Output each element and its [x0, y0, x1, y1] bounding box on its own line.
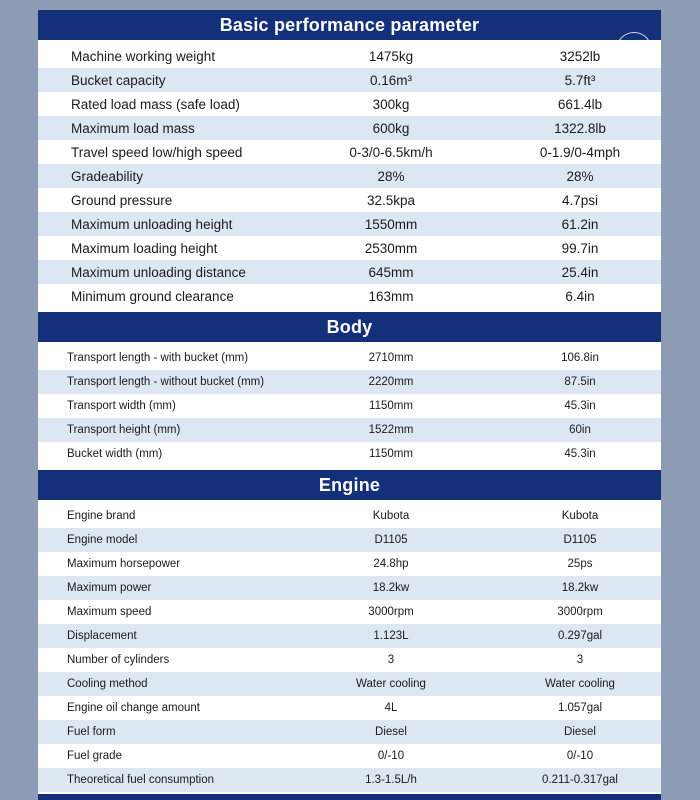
row-imperial-value: 661.4lb: [557, 96, 603, 112]
section-header-body: Body: [38, 312, 661, 342]
row-metric-value: 2530mm: [364, 240, 418, 256]
row-metric-value: 1150mm: [369, 448, 413, 460]
row-imperial-value: 87.5in: [564, 376, 596, 388]
row-label: Maximum speed: [67, 606, 152, 618]
row-metric-value: 1150mm: [369, 400, 413, 412]
table-row: [38, 44, 661, 68]
row-imperial-value: 0-1.9/0-4mph: [539, 144, 621, 160]
row-label: Minimum ground clearance: [71, 288, 234, 304]
row-label: Transport length - with bucket (mm): [67, 352, 249, 364]
row-imperial-value: 3252lb: [559, 48, 601, 64]
row-metric-value: 2220mm: [368, 376, 414, 388]
table-row: [38, 696, 661, 720]
row-imperial-value: 3000rpm: [557, 606, 603, 618]
table-row: [38, 768, 661, 792]
row-label: Transport width (mm): [67, 400, 176, 412]
table-row: [38, 672, 661, 696]
table-row: [38, 504, 661, 528]
row-label: Engine brand: [67, 510, 136, 522]
row-metric-value: Diesel: [375, 726, 407, 738]
row-label: Engine oil change amount: [67, 702, 200, 714]
row-metric-value: 18.2kw: [372, 582, 410, 594]
table-row: [38, 744, 661, 768]
section-header-next: [38, 794, 661, 800]
row-imperial-value: 0.211-0.317gal: [542, 774, 618, 786]
row-label: Displacement: [67, 630, 137, 642]
table-row: [38, 212, 661, 236]
row-metric-value: 1522mm: [368, 424, 414, 436]
row-label: Ground pressure: [71, 192, 173, 208]
row-imperial-value: 6.4in: [565, 288, 595, 304]
row-imperial-value: 25ps: [567, 558, 593, 570]
row-imperial-value: 0.297gal: [557, 630, 603, 642]
row-metric-value: 3: [387, 654, 395, 666]
row-label: Cooling method: [67, 678, 148, 690]
row-imperial-value: 61.2in: [561, 216, 599, 232]
row-metric-value: 2710mm: [368, 352, 414, 364]
table-row: [38, 68, 661, 92]
row-label: Bucket capacity: [71, 72, 166, 88]
row-imperial-value: 0/-10: [566, 750, 594, 762]
row-imperial-value: 60in: [569, 424, 591, 436]
table-row: [38, 624, 661, 648]
row-imperial-value: 106.8in: [561, 352, 599, 364]
table-row: [38, 528, 661, 552]
table-row: [38, 418, 661, 442]
table-row: [38, 346, 661, 370]
row-label: Gradeability: [71, 168, 144, 184]
row-imperial-value: Water cooling: [545, 678, 615, 690]
row-metric-value: Water cooling: [356, 678, 426, 690]
row-label: Transport height (mm): [67, 424, 181, 436]
row-label: Machine working weight: [71, 48, 216, 64]
table-row: [38, 92, 661, 116]
row-label: Bucket width (mm): [67, 448, 163, 460]
row-label: Fuel grade: [67, 750, 122, 762]
row-imperial-value: 25.4in: [561, 264, 599, 280]
spec-sheet: [38, 10, 661, 800]
row-imperial-value: 45.3in: [564, 400, 596, 412]
row-metric-value: 1.123L: [373, 630, 409, 642]
row-metric-value: Kubota: [372, 510, 410, 522]
row-metric-value: 0/-10: [377, 750, 405, 762]
row-metric-value: 4L: [384, 702, 398, 714]
table-row: [38, 188, 661, 212]
row-imperial-value: 1.057gal: [557, 702, 603, 714]
row-metric-value: 0-3/0-6.5km/h: [349, 144, 433, 160]
row-metric-value: 1550mm: [364, 216, 418, 232]
body-table: [38, 346, 661, 466]
table-row: [38, 394, 661, 418]
row-label: Maximum load mass: [71, 120, 195, 136]
section-header-engine: Engine: [38, 470, 661, 500]
row-label: Maximum horsepower: [67, 558, 181, 570]
row-label: Transport length - without bucket (mm): [67, 376, 265, 388]
row-imperial-value: 3: [576, 654, 584, 666]
watermark-logo-icon: [616, 32, 652, 68]
row-label: Number of cylinders: [67, 654, 170, 666]
row-metric-value: 1475kg: [368, 48, 414, 64]
row-metric-value: 300kg: [372, 96, 410, 112]
table-row: [38, 236, 661, 260]
row-label: Maximum power: [67, 582, 152, 594]
row-label: Travel speed low/high speed: [71, 144, 243, 160]
row-imperial-value: 99.7in: [561, 240, 599, 256]
row-metric-value: 1.3-1.5L/h: [365, 774, 417, 786]
table-row: [38, 552, 661, 576]
row-metric-value: 24.8hp: [373, 558, 409, 570]
section-header-performance: Basic performance parameter: [38, 10, 661, 40]
row-imperial-value: 1322.8lb: [554, 120, 606, 136]
row-metric-value: 32.5kpa: [366, 192, 416, 208]
table-row: [38, 648, 661, 672]
row-metric-value: 163mm: [368, 288, 414, 304]
table-row: [38, 576, 661, 600]
row-metric-value: 645mm: [368, 264, 414, 280]
row-label: Maximum unloading height: [71, 216, 233, 232]
table-row: [38, 164, 661, 188]
table-row: [38, 140, 661, 164]
row-imperial-value: 45.3in: [564, 448, 596, 460]
table-row: [38, 600, 661, 624]
row-imperial-value: Kubota: [561, 510, 599, 522]
table-row: [38, 442, 661, 466]
table-row: [38, 116, 661, 140]
row-imperial-value: Diesel: [564, 726, 596, 738]
table-row: [38, 370, 661, 394]
row-metric-value: 28%: [377, 168, 405, 184]
row-metric-value: D1105: [374, 534, 408, 546]
table-row: [38, 260, 661, 284]
engine-table: [38, 504, 661, 792]
row-label: Fuel form: [67, 726, 116, 738]
row-imperial-value: 18.2kw: [561, 582, 599, 594]
row-imperial-value: 4.7psi: [561, 192, 599, 208]
performance-table: [38, 44, 661, 308]
row-label: Maximum loading height: [71, 240, 218, 256]
table-row: [38, 284, 661, 308]
row-label: Rated load mass (safe load): [71, 96, 240, 112]
row-metric-value: 600kg: [372, 120, 410, 136]
row-label: Maximum unloading distance: [71, 264, 246, 280]
row-metric-value: 0.16m³: [369, 72, 413, 88]
row-label: Engine model: [67, 534, 138, 546]
row-label: Theoretical fuel consumption: [67, 774, 215, 786]
table-row: [38, 720, 661, 744]
row-imperial-value: 5.7ft³: [564, 72, 596, 88]
row-imperial-value: D1105: [563, 534, 597, 546]
row-imperial-value: 28%: [566, 168, 594, 184]
row-metric-value: 3000rpm: [368, 606, 414, 618]
